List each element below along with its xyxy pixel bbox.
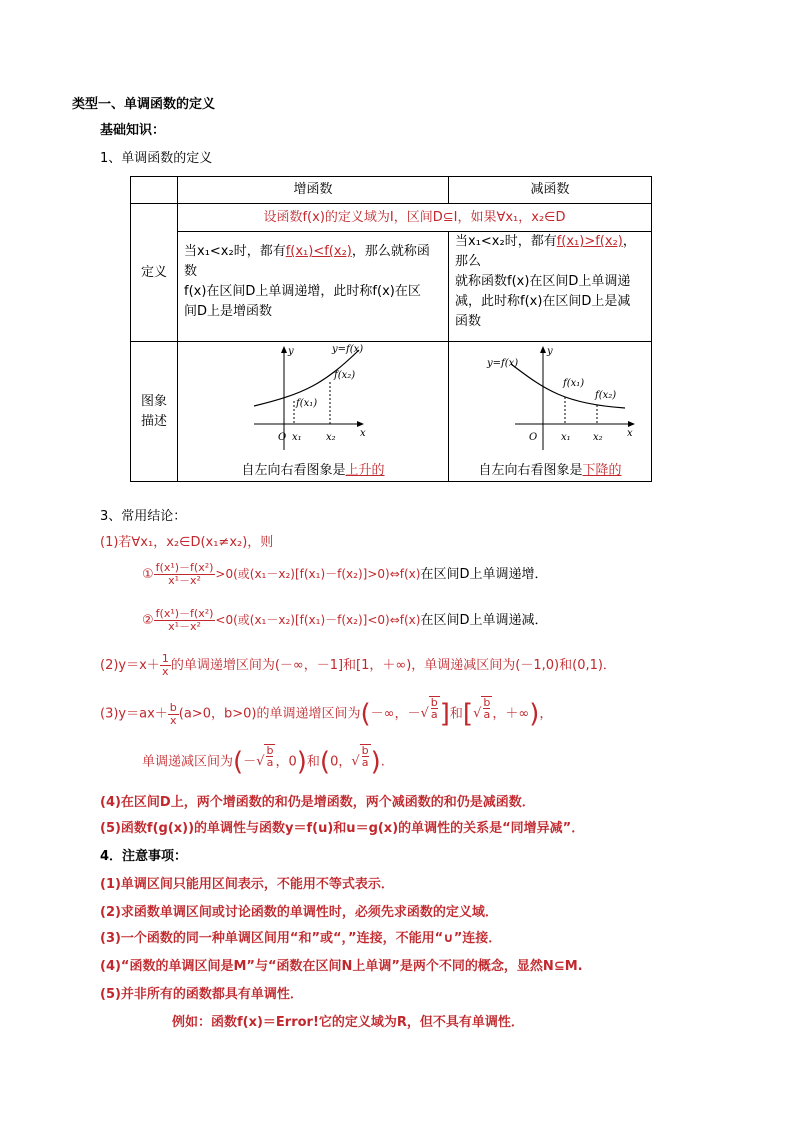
dec-curve-label: y=f(x) — [487, 358, 519, 369]
sec1-title: 1、单调函数的定义 — [100, 151, 213, 166]
sec3-title: 3、常用结论： — [100, 509, 187, 524]
conclusion-3: (3)y＝ax＋ $\frac{b}{x}$ (a>0，b>0)的单调递增区间为(－∞，－√ $\frac{b}{a}$]和[√ $\frac{b}{a}$，＋∞)， — [100, 695, 553, 729]
sec4-title: 4．注意事项： — [100, 849, 188, 864]
dec-origin-label: O — [529, 432, 538, 443]
corner-cell — [131, 177, 178, 204]
conclusion-1a: ① $\frac{\text{f(x¹)－f(x²)}}{\text{x¹－x²}}$ >0(或(x₁－x₂)[f(x₁)－f(x₂)]>0)⇔f(x)在区间D上单调递增． — [142, 561, 548, 587]
conclusion-2: (2)y＝x＋ $\frac{1}{x}$ 的单调递增区间为(－∞，－1]和[1，＋∞)，单调递减区间为(－1,0)和(0,1)． — [100, 652, 616, 678]
row-label-graph: 图象 描述 — [131, 342, 178, 482]
conclusion-1b: ② $\frac{\text{f(x¹)－f(x²)}}{\text{x¹－x²}}$ <0(或(x₁－x₂)[f(x₁)－f(x₂)]<0)⇔f(x)在区间D上单调递减． — [142, 607, 548, 633]
decreasing-definition: 当x₁<x₂时，都有f(x₁)>f(x₂)，那么 就称函数f(x)在区间D上单调递 减，此时称f(x)在区间D上是减 函数 — [449, 232, 652, 342]
inc-origin-label: O — [278, 432, 287, 443]
dec-y-label: y — [547, 346, 553, 357]
section-heading: 类型一、单调函数的定义 — [72, 97, 216, 112]
dec-fx2-label: f(x₂) — [595, 390, 617, 401]
dec-x-label: x — [627, 428, 633, 439]
row-label-definition: 定义 — [131, 204, 178, 342]
conclusion-5: (5)函数f(g(x))的单调性与函数y＝f(u)和u＝g(x)的单调性的关系是“同增异减”． — [100, 821, 585, 836]
header-increasing: 增函数 — [178, 177, 449, 204]
inc-x2-label: x₂ — [326, 432, 336, 443]
dec-fx1-label: f(x₁) — [563, 378, 585, 389]
inc-y-label: y — [288, 346, 294, 357]
monotonic-definition-table — [130, 176, 652, 482]
dec-x2-label: x₂ — [593, 432, 603, 443]
conclusion-4: (4)在区间D上，两个增函数的和仍是增函数，两个减函数的和仍是减函数． — [100, 795, 535, 810]
dec-x1-label: x₁ — [561, 432, 571, 443]
decreasing-caption: 自左向右看图象是下降的 — [478, 463, 622, 478]
header-decreasing: 减函数 — [449, 177, 652, 204]
conclusion-1: (1)若∀x₁，x₂∈D(x₁≠x₂)，则 — [100, 535, 274, 550]
increasing-definition: 当x₁<x₂时，都有f(x₁)<f(x₂)，那么就称函数 f(x)在区间D上单调递增，此时称f(x)在区 间D上是增函数 — [178, 232, 449, 342]
basics-label: 基础知识： — [100, 123, 166, 138]
inc-fx1-label: f(x₁) — [296, 398, 318, 409]
note-3: (3)一个函数的同一种单调区间用“和”或“，”连接，不能用“∪”连接． — [100, 931, 502, 946]
increasing-graph-cell — [178, 342, 449, 482]
decreasing-graph-cell — [449, 342, 652, 482]
note-2: (2)求函数单调区间或讨论函数的单调性时，必须先求函数的定义域． — [100, 905, 498, 920]
inc-fx2-label: f(x₂) — [334, 370, 356, 381]
conclusion-3-line2: 单调递减区间为(－√ $\frac{b}{a}$，0)和(0，√ $\frac{b}{a}$). — [142, 743, 385, 777]
note-4: (4)“函数的单调区间是M”与“函数在区间N上单调”是两个不同的概念，显然N⊆M. — [100, 959, 583, 974]
inc-curve-label: y=f(x) — [332, 344, 364, 355]
example: 例如：函数f(x)＝Error!它的定义域为R，但不具有单调性． — [172, 1015, 524, 1030]
inc-x1-label: x₁ — [292, 432, 302, 443]
increasing-function-graph — [184, 342, 442, 454]
inc-x-label: x — [360, 428, 366, 439]
increasing-caption: 自左向右看图象是上升的 — [241, 463, 385, 478]
definition-premise: 设函数f(x)的定义域为I，区间D⊆I，如果∀x₁，x₂∈D — [178, 204, 652, 232]
note-1: (1)单调区间只能用区间表示，不能用不等式表示． — [100, 877, 394, 892]
decreasing-function-graph — [455, 342, 645, 454]
note-5: (5)并非所有的函数都具有单调性． — [100, 987, 303, 1002]
